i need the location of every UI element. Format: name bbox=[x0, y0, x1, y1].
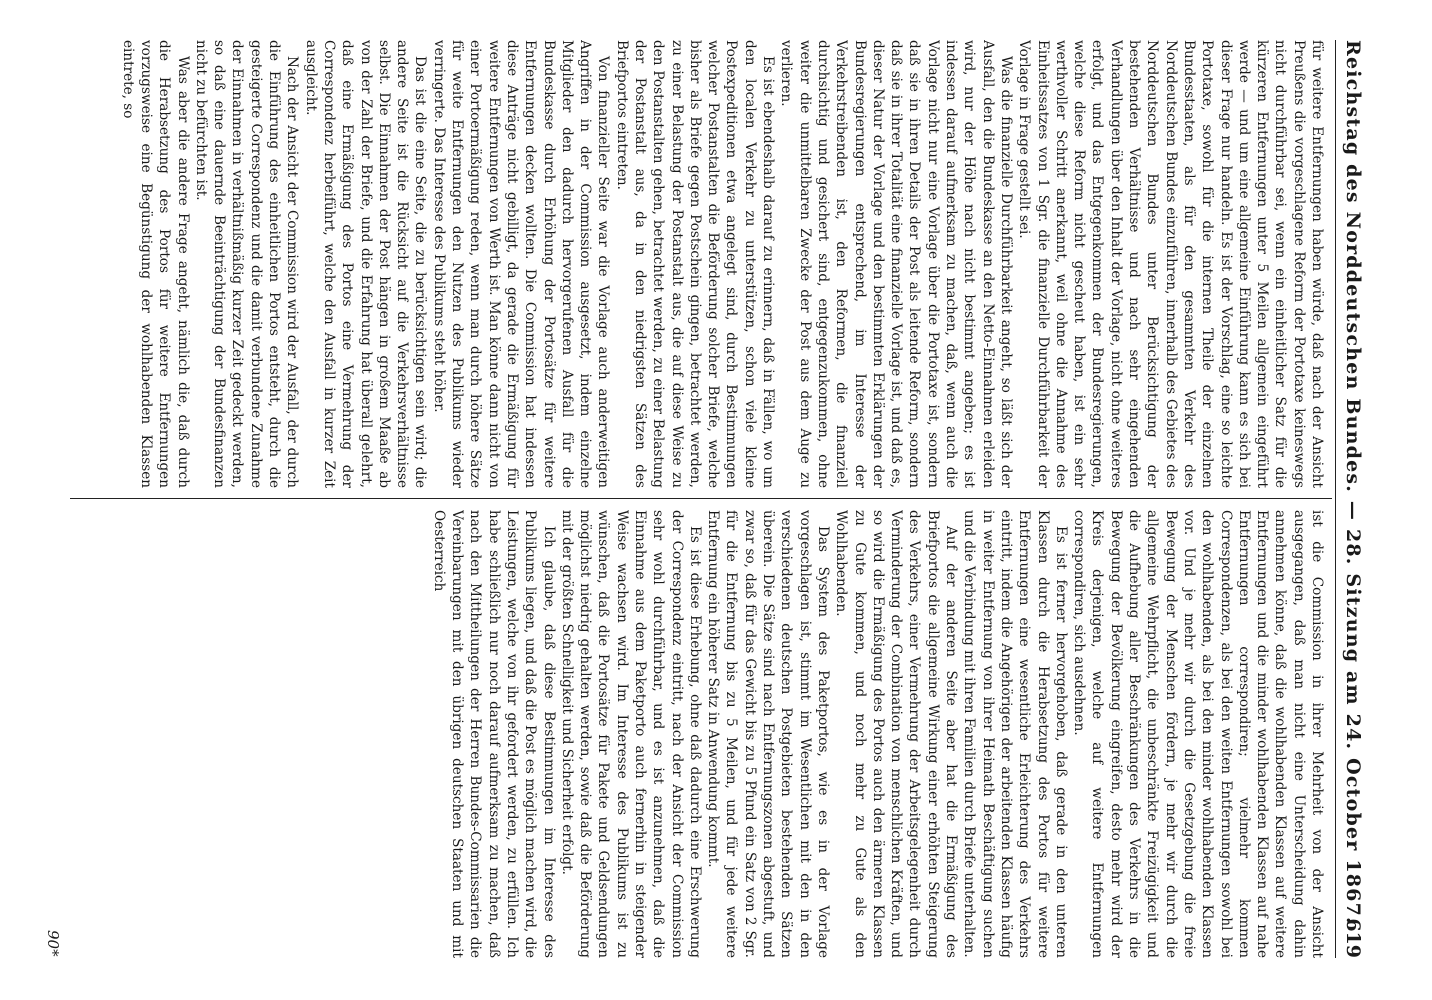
column-divider bbox=[70, 498, 1332, 499]
paragraph: Auf der anderen Seite aber hat die Ermäßigung des Briefportos die allgemeine Wirkung einer erhöhten Steigerung des Verkehrs, einer Vermehrung der Arbeitsgelegenheit durch Verminderung der Combination von menschlichen Kräften, und so wird die Ermäßigung des Portos auch den ärmeren Klassen zu Gute kommen, und noch mehr zu Gute als den Wohlhabenden. bbox=[833, 510, 960, 958]
signature-mark: 90* bbox=[44, 930, 62, 957]
left-column bbox=[78, 40, 1326, 488]
page-number: 619 bbox=[1342, 918, 1364, 958]
paragraph: Es ist diese Erhebung, ohne daß dadurch eine Erschwerung der Correspondenz eintritt, nach der Ansicht der Commission sehr wohl durchführbar, und es ist anzunehmen, daß die Einnahme aus dem Paketporto auch fernerhin in steigender Weise wachsen wird. Im Interesse des Publikums ist zu wünschen, daß die Portosätze für Pakete und Geldsendungen möglichst niedrig gehalten werden, sowie daß die Beförderung mit der größten Schnelligkeit und Sicherheit erfolgt. bbox=[558, 510, 703, 958]
paragraph: Es ist ebendeshalb darauf zu erinnern, daß in Fällen, wo um den localen Verkehr zu unterstützen, schon viele kleine Postexpeditionen etwa angelegt sind, durch Bestimmungen welcher Postanstalten die Beförderung solcher Briefe, welche bisher als Briefe gegen Postschein gingen, betrachtet werden, zu einer Belastung der Postanstalt aus, die auf diese Weise zu den Postanstalten gehen, betrachtet werden, zu einer Belastung der Postanstalt aus, da in den niedrigsten Sätzen des Briefportos eintreten. bbox=[613, 40, 777, 488]
paragraph: Es ist ferner hervorgehoben, daß gerade in den unteren Klassen durch die Herabsetzung des Portos für weitere Entfernungen eine wesentliche Erleichterung des Verkehrs eintritt, indem die Angehörigen der arbeitenden Klassen häufig in weiter Entfernung von ihrer Heimath Beschäftigung suchen und die Verbindung mit ihren Familien durch Briefe unterhalten. bbox=[961, 510, 1069, 958]
page-header bbox=[1335, 40, 1366, 958]
paragraph: Was die finanzielle Durchführbarkeit angeht, so läßt sich der Ausfall, den die Bundeskasse an den Netto-Einnahmen erleiden wird, nur der Höhe nach nicht bestimmt angeben; es ist indessen darauf aufmerksam zu machen, daß, wenn auch die Vorlage nicht nur eine Vorlage über die Portotaxe ist, sondern daß sie in ihren Details der Post als leitende Reform, sondern daß sie in ihrer Totalität eine finanzielle Vorlage ist, und daß es, dieser Natur der Vorlage und den bestimmten Erklärungen der Bundesregierungen entsprechend, im Interesse der Verkehrstreibenden ist, den Reformen, die finanziell durchsichtig und gesichert sind, entgegenzukommen, ohne weiter die unmittelbaren Zwecke der Post aus dem Auge zu verlieren. bbox=[778, 40, 1014, 488]
paragraph: Nach der Ansicht der Commission wird der Ausfall, der durch die Einführung des einheitlichen Portos entsteht, durch die gesteigerte Correspondenz und die damit verbundene Zunahme der Einnahmen in verhältnißmäßig kurzer Zeit gedeckt werden, so daß eine dauernde Beeinträchtigung der Bundesfinanzen nicht zu befürchten ist. bbox=[192, 40, 301, 488]
paragraph: Das System des Paketportos, wie es in der Vorlage vorgeschlagen ist, stimmt im Wesentlichen mit den in den verschiedenen deutschen Postgebieten bestehenden Sätzen überein. Die Sätze sind nach Entfernungszonen abgestuft, und zwar so, daß für das Gewicht bis zu 5 Pfund ein Satz von 2 Sgr. für die Entfernung bis zu 5 Meilen, und für jede weitere Entfernung ein höherer Satz in Anwendung kommt. bbox=[705, 510, 831, 958]
right-column bbox=[78, 510, 1326, 958]
paragraph: Was aber die andere Frage angeht, nämlich die, daß durch die Herabsetzung des Portos für weitere Entfernungen vorzugsweise eine Begünstigung der wohlhabenden Klassen eintrete, so bbox=[119, 40, 191, 488]
running-title: Reichstag des Norddeutschen Bundes. — 28. Sitzung am 24. October 1867. bbox=[1342, 40, 1364, 925]
paragraph: Das ist die eine Seite, die zu berücksichtigen sein wird; die andere Seite ist die Rücksicht auf die Verkehrsverhältnisse selbst. Die Einnahmen der Post hängen in großem Maaße ab von der Zahl der Briefe, und die Erfahrung hat überall gelehrt, daß eine Ermäßigung des Portos eine Vermehrung der Correspondenz herbeiführt, welche den Ausfall in kurzer Zeit ausgleicht. bbox=[302, 40, 429, 488]
paragraph: Von finanzieller Seite war die Vorlage auch anderweitigen Angriffen in der Commission ausgesetzt, indem einzelne Mitglieder den dadurch hervorgerufenen Ausfall für die Bundeskasse durch Erhöhung der Portosätze für weitere Entfernungen decken wollten. Die Commission hat indessen diese Anträge nicht gebilligt, da gerade die Ermäßigung für weitere Entfernungen von Werth ist. Man könne dann nicht von einer Portoermäßigung reden, wenn man durch höhere Sätze für weite Entfernungen den Nutzen des Publikums wieder verringerte. Das Interesse des Publikums steht höher. bbox=[430, 40, 612, 488]
paragraph: für weitere Entfernungen haben würde, daß nach der Ansicht Preußens die vorgeschlagene Reform der Portotaxe keineswegs nicht durchführbar sei, wenn ein einheitlicher Satz für die kürzeren Entfernungen unter 5 Meilen allgemein eingeführt werde — und um eine allgemeine Einführung kann es sich bei dieser Frage nur handeln. Es ist der Vorschlag, eine so leichte Portotaxe, sowohl für die internen Theile der einzelnen Bundesstaaten, als für den gesammten Verkehr des Norddeutschen Bundes einzuführen, innerhalb des Gebietes des Norddeutschen Bundes unter Berücksichtigung der bestehenden Verhältnisse und nach sehr eingehenden Verhandlungen über den Inhalt der Vorlage, nicht ohne weiteres erfolgt, und das Entgegenkommen der Bundesregierungen, welche diese Reform nicht gescheut haben, ist ein sehr werthvoller Schritt anerkannt, weil ohne die Annahme des Einheitssatzes von 1 Sgr. die finanzielle Durchführbarkeit der Vorlage in Frage gestellt sei. bbox=[1016, 40, 1325, 488]
paragraph: Ich glaube, daß diese Bestimmungen im Interesse des Publikums liegen, und daß die Post es möglich machen wird, die Leistungen, welche von ihr gefordert werden, zu erfüllen. Ich habe schließlich nur noch darauf aufmerksam zu machen, daß nach den Mittheilungen der Herren Bundes-Commissarien die Vereinbarungen mit den übrigen deutschen Staaten und mit Oesterreich bbox=[430, 510, 557, 958]
paragraph: ist die Commission in ihrer Mehrheit von der Ansicht ausgegangen, daß man nicht eine Unterscheidung dahin annehmen könne, daß die wohlhabenden Klassen auf weitere Entfernungen und die minder wohlhabenden Klassen auf nahe Entfernungen correspondiren; vielmehr kommen Correspondenzen, als bei den weiten Entfernungen sowohl bei den wohlhabenden, als bei den minder wohlhabenden Klassen vor. Und je mehr wir durch die Gesetzgebung die freie Bewegung der Menschen fördern, je mehr wir durch die allgemeine Wehrpflicht, die unbeschränkte Freizügigkeit und die Aufhebung aller Beschränkungen des Verkehrs in die Bewegung der Bevölkerung eingreifen, desto mehr wird der Kreis derjenigen, welche auf weitere Entfernungen correspondiren, sich ausdehnen. bbox=[1071, 510, 1325, 958]
